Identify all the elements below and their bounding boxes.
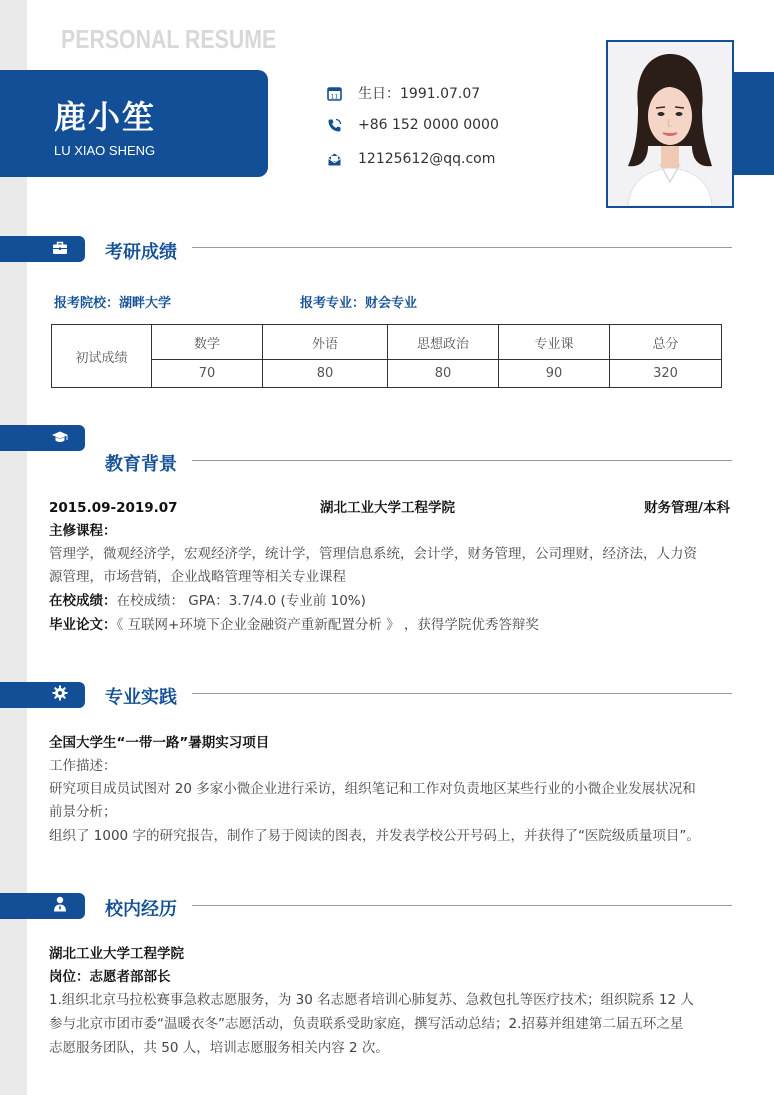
score-table [51,324,722,388]
graduation-cap-icon [51,429,69,448]
section-tab-exam [0,236,85,262]
section-title-education: 教育背景 [105,454,177,475]
score-cell: 70 [152,360,263,388]
score-header: 外语 [263,325,388,360]
section-title-campus: 校内经历 [105,899,177,920]
apply-school: 报考院校：湖畔大学 [54,296,172,311]
edu-thesis-row [49,614,739,638]
section-tab-campus [0,893,85,919]
briefcase-icon [52,240,68,259]
campus-position: 岗位：志愿者部部长 [49,969,171,985]
phone-icon [326,117,342,133]
edu-courses-line: 源管理，市场营销，企业战略管理等相关专业课程 [49,569,346,585]
practice-desc-label: 工作描述： [49,758,117,774]
score-header: 专业课 [499,325,610,360]
practice-project: 全国大学生“一带一路”暑期实习项目 [49,735,270,751]
resume-watermark: PERSONAL RESUME [61,24,277,54]
section-title-practice: 专业实践 [105,687,177,708]
score-header: 思想政治 [388,325,499,360]
person-icon [53,896,67,916]
score-header: 总分 [610,325,722,360]
email-row [326,151,495,167]
practice-line: 前景分析； [49,804,117,820]
campus-line: 1.组织北京马拉松赛事急救志愿服务，为 30 名志愿者培训心肺复苏、急救包扎等医疗技术；组织院系 12 人 [49,992,694,1008]
score-row-label: 初试成绩 [52,325,152,388]
mail-icon [326,151,342,167]
score-header: 数学 [152,325,263,360]
apply-major: 报考专业：财会专业 [300,296,418,311]
section-divider [192,247,732,248]
campus-school: 湖北工业大学工程学院 [49,946,184,962]
score-cell: 320 [610,360,722,388]
edu-courses-line: 管理学，微观经济学，宏观经济学，统计学，管理信息系统，会计学，财务管理，公司理财，经济法，人力资 [49,546,697,562]
section-title-exam: 考研成绩 [105,242,177,263]
phone-text: +86 152 0000 0000 [358,117,499,133]
profile-photo [606,40,734,208]
edu-grade-row [49,590,739,614]
name-english: LU XIAO SHENG [54,143,156,158]
edu-thesis-label: 毕业论文： [49,617,117,633]
practice-line: 组织了 1000 字的研究报告，制作了易于阅读的图表，并发表学校公开号码上，并获得了“医院级质量项目”。 [49,828,700,844]
section-divider [192,693,732,694]
name-banner [0,70,268,177]
edu-courses-label: 主修课程： [49,523,117,539]
edu-grade-text: 在校成绩： GPA：3.7/4.0 (专业前 10%) [116,593,366,609]
section-divider [192,460,732,461]
score-cell: 80 [263,360,388,388]
name-chinese: 鹿小笙 [54,98,157,136]
email-text: 12125612@qq.com [358,151,496,167]
score-cell: 90 [499,360,610,388]
section-divider [192,905,732,906]
score-cell: 80 [388,360,499,388]
edu-period: 2015.09-2019.07 [49,500,178,516]
section-tab-education [0,425,85,451]
calendar-icon [326,85,342,101]
section-tab-practice [0,682,85,708]
edu-degree: 财务管理/本科 [644,500,730,516]
photo-accent-block [730,72,774,175]
birthday-text: 生日：1991.07.07 [358,86,481,102]
edu-school: 湖北工业大学工程学院 [320,500,455,516]
phone-row [326,117,499,133]
birthday-row [326,83,480,103]
edu-thesis-text: 《 互联网+环境下企业金融资产重新配置分析 》 ，获得学院优秀答辩奖 [116,617,539,633]
practice-line: 研究项目成员试图对 20 多家小微企业进行采访，组织笔记和工作对负责地区某些行业的小微企业发展状况和 [49,781,696,797]
gear-icon [52,685,68,705]
edu-grade-label: 在校成绩： [49,593,117,609]
campus-line: 志愿服务团队，共 50 人，培训志愿服务相关内容 2 次。 [49,1040,389,1056]
svg-text:11: 11 [330,93,338,100]
campus-line: 参与北京市团市委“温暖衣冬”志愿活动，负责联系受助家庭，撰写活动总结；2.招募并组建第二届五环之星 [49,1016,684,1032]
